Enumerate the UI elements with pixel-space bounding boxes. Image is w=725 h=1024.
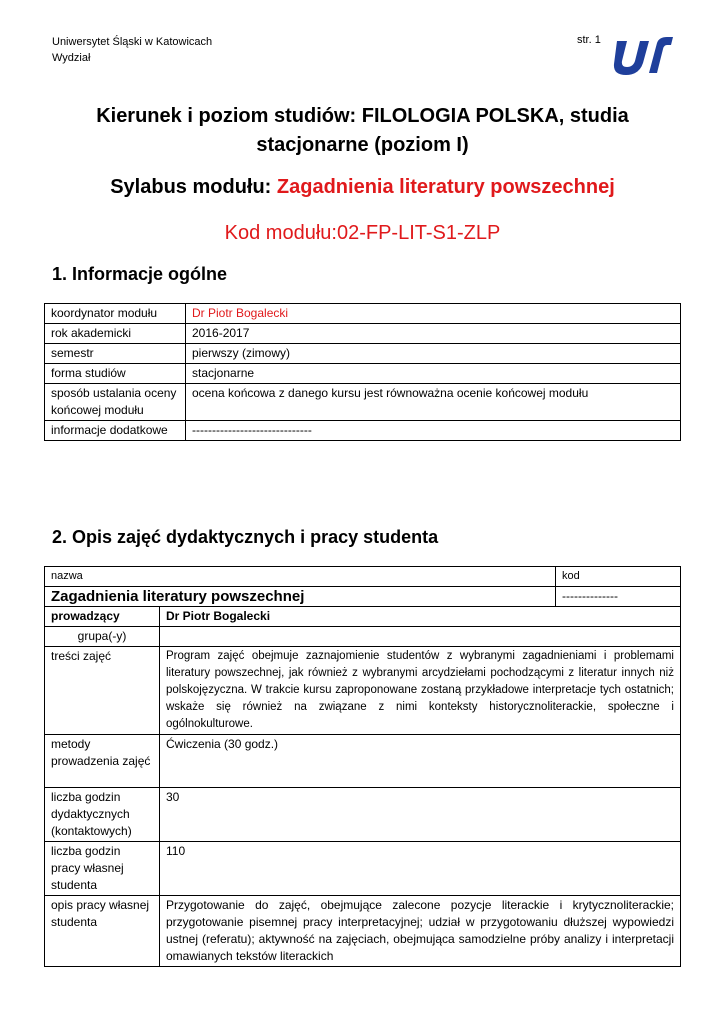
- table-row: [45, 421, 681, 441]
- table-row: [45, 735, 681, 788]
- document-header: [52, 34, 212, 66]
- table-row: [45, 896, 681, 967]
- general-value: 2016-2017: [186, 324, 681, 344]
- department-name: Wydział: [52, 52, 91, 64]
- page-title: Kierunek i poziom studiów: FILOLOGIA POLSKA, studia stacjonarne (poziom I): [96, 105, 629, 156]
- class-key: liczba godzin dydaktycznych (kontaktowych): [45, 788, 160, 842]
- class-value: [160, 627, 681, 647]
- class-key: liczba godzin pracy własnej studenta: [45, 842, 160, 896]
- class-value: 30: [160, 788, 681, 842]
- table-row: [45, 607, 681, 627]
- module-name: Zagadnienia literatury powszechnej: [276, 176, 615, 198]
- column-header-code: kod: [556, 567, 681, 587]
- class-value: Przygotowanie do zajęć, obejmujące zalecone pozycje literackie i krytycznoliterackie; przygotowanie pisemnej pracy interpretacyjnej; udział w przygotowaniu dłuższej wypowiedzi ustnej (referatu); aktywność na zajęciach, obejmująca samodzielne próby analizy i interpretacji omawianych tekstów literackich: [160, 896, 681, 967]
- general-value: pierwszy (zimowy): [186, 344, 681, 364]
- general-key: sposób ustalania oceny końcowej modułu: [45, 384, 186, 421]
- classes-table: [44, 566, 681, 967]
- class-code: --------------: [556, 587, 681, 607]
- module-code-line: [52, 222, 673, 245]
- table-row: [45, 384, 681, 421]
- general-key: informacje dodatkowe: [45, 421, 186, 441]
- general-key: forma studiów: [45, 364, 186, 384]
- column-header-name: nazwa: [45, 567, 556, 587]
- university-name: Uniwersytet Śląski w Katowicach: [52, 36, 213, 48]
- class-key: grupa(-y): [45, 627, 160, 647]
- table-row: [45, 647, 681, 735]
- table-row: [45, 627, 681, 647]
- class-key: opis pracy własnej studenta: [45, 896, 160, 967]
- class-key: treści zajęć: [45, 647, 160, 735]
- general-value: Dr Piotr Bogalecki: [186, 304, 681, 324]
- table-row: [45, 344, 681, 364]
- table-row: [45, 304, 681, 324]
- general-value: ocena końcowa z danego kursu jest równoważna ocenie końcowej modułu: [186, 384, 681, 421]
- general-value: stacjonarne: [186, 364, 681, 384]
- table-row: [45, 842, 681, 896]
- table-row: [45, 788, 681, 842]
- general-key: rok akademicki: [45, 324, 186, 344]
- general-key: semestr: [45, 344, 186, 364]
- section-classes-heading: 2. Opis zajęć dydaktycznych i pracy studenta: [52, 527, 439, 547]
- general-value: ------------------------------: [186, 421, 681, 441]
- section-general-heading: 1. Informacje ogólne: [52, 264, 228, 284]
- class-key: metody prowadzenia zajęć: [45, 735, 160, 788]
- table-row: [45, 364, 681, 384]
- general-key: koordynator modułu: [45, 304, 186, 324]
- class-value: Ćwiczenia (30 godz.): [160, 735, 681, 788]
- class-key: prowadzący: [45, 607, 160, 627]
- syllabus-label: Sylabus modułu:: [110, 176, 272, 198]
- table-row: [45, 587, 681, 607]
- class-value: Program zajęć obejmuje zaznajomienie studentów z wybranymi zagadnieniami i problemami literatury powszechnej, jak również z wybranymi arcydziełami pochodzącymi z literatur innych niż polskojęzyczna. W trakcie kursu zaproponowane zostaną przykładowe interpretacje tych ostatnich; wskaże się również na związane z nimi konteksty historycznoliterackie, społeczne i ogólnokulturowe.: [160, 647, 681, 735]
- table-row: [45, 567, 681, 587]
- syllabus-heading: [52, 176, 673, 199]
- general-info-table: [44, 303, 681, 441]
- module-code: 02-FP-LIT-S1-ZLP: [336, 222, 501, 244]
- class-name: Zagadnienia literatury powszechnej: [45, 587, 556, 607]
- module-code-label: Kod modułu:: [224, 222, 337, 244]
- table-row: [45, 324, 681, 344]
- class-value: 110: [160, 842, 681, 896]
- university-logo: [611, 33, 673, 77]
- class-value: Dr Piotr Bogalecki: [160, 607, 681, 627]
- page-number: str. 1: [577, 34, 601, 46]
